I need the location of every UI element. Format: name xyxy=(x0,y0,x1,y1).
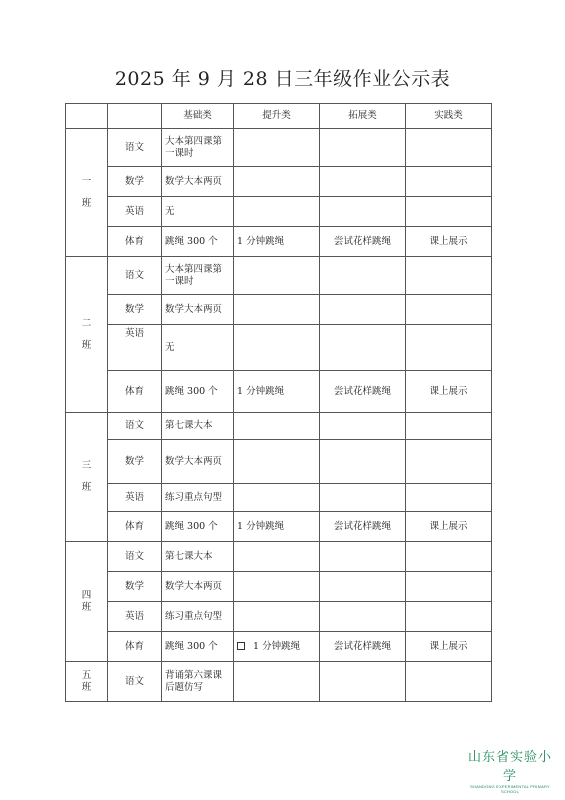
school-logo-text: 山东省实验小学 xyxy=(467,750,552,784)
prac-cell: 课上展示 xyxy=(406,632,492,662)
subject-cell: 体育 xyxy=(108,227,162,257)
school-logo-subtext: SHANDONG EXPERIMENTAL PRIMARY SCHOOL xyxy=(470,784,550,794)
subject-cell: 数学 xyxy=(108,167,162,197)
class-name-line2: 班 xyxy=(81,197,92,209)
up-cell xyxy=(234,257,320,295)
ext-cell xyxy=(320,572,406,602)
prac-cell xyxy=(406,167,492,197)
base-cell: 大本第四课第一课时 xyxy=(162,257,234,295)
subject-cell: 英语 xyxy=(108,602,162,632)
ext-cell xyxy=(320,295,406,325)
prac-cell: 课上展示 xyxy=(406,371,492,413)
subject-cell: 语文 xyxy=(108,542,162,572)
up-cell: 1 分钟跳绳 xyxy=(234,371,320,413)
base-cell: 无 xyxy=(162,325,234,371)
base-cell: 跳绳 300 个 xyxy=(162,371,234,413)
up-cell xyxy=(234,484,320,512)
header-class xyxy=(66,104,108,129)
prac-cell xyxy=(406,602,492,632)
class-name-line1: 五 xyxy=(81,669,92,681)
up-cell xyxy=(234,440,320,484)
class-name-line1: 三 xyxy=(81,460,92,471)
ext-cell xyxy=(320,325,406,371)
class-cell xyxy=(66,542,108,662)
subject-cell: 英语 xyxy=(108,325,162,371)
prac-cell xyxy=(406,484,492,512)
prac-cell xyxy=(406,662,492,702)
school-logo xyxy=(463,746,557,794)
table-row xyxy=(66,257,492,295)
prac-cell xyxy=(406,572,492,602)
base-cell: 跳绳 300 个 xyxy=(162,227,234,257)
base-cell: 数学大本两页 xyxy=(162,167,234,197)
table-row xyxy=(66,572,492,602)
base-cell: 无 xyxy=(162,197,234,227)
up-text: 1 分钟跳绳 xyxy=(253,640,301,652)
up-cell xyxy=(234,572,320,602)
ext-cell: 尝试花样跳绳 xyxy=(320,512,406,542)
prac-cell xyxy=(406,325,492,371)
table-row xyxy=(66,325,492,371)
table-row xyxy=(66,413,492,440)
base-cell: 数学大本两页 xyxy=(162,572,234,602)
prac-cell xyxy=(406,129,492,167)
subject-cell: 数学 xyxy=(108,440,162,484)
subject-cell: 数学 xyxy=(108,295,162,325)
class-name-line2: 班 xyxy=(81,339,92,351)
up-cell xyxy=(234,602,320,632)
table-row xyxy=(66,129,492,167)
class-name-line1: 四 xyxy=(81,589,92,601)
ext-cell: 尝试花样跳绳 xyxy=(320,371,406,413)
subject-cell: 语文 xyxy=(108,257,162,295)
class-cell xyxy=(66,129,108,257)
up-cell xyxy=(234,542,320,572)
subject-cell: 数学 xyxy=(108,572,162,602)
class-cell xyxy=(66,662,108,702)
table-row xyxy=(66,371,492,413)
class-cell xyxy=(66,257,108,413)
class-cell xyxy=(66,413,108,542)
up-cell xyxy=(234,167,320,197)
ext-cell xyxy=(320,542,406,572)
up-cell xyxy=(234,662,320,702)
subject-cell: 体育 xyxy=(108,371,162,413)
ext-cell xyxy=(320,167,406,197)
prac-cell xyxy=(406,197,492,227)
base-cell: 数学大本两页 xyxy=(162,440,234,484)
up-cell xyxy=(234,295,320,325)
up-cell xyxy=(234,197,320,227)
table-row xyxy=(66,484,492,512)
up-cell xyxy=(234,413,320,440)
up-cell xyxy=(234,325,320,371)
ext-cell xyxy=(320,197,406,227)
table-row xyxy=(66,227,492,257)
header-row xyxy=(66,104,492,129)
header-up: 提升类 xyxy=(234,104,320,129)
prac-cell xyxy=(406,257,492,295)
prac-cell xyxy=(406,542,492,572)
ext-cell: 尝试花样跳绳 xyxy=(320,227,406,257)
header-subject xyxy=(108,104,162,129)
prac-cell: 课上展示 xyxy=(406,512,492,542)
base-cell: 第七课大本 xyxy=(162,542,234,572)
ext-cell xyxy=(320,257,406,295)
table-row xyxy=(66,662,492,702)
subject-cell: 英语 xyxy=(108,197,162,227)
prac-cell: 课上展示 xyxy=(406,227,492,257)
table-row xyxy=(66,512,492,542)
table-row xyxy=(66,440,492,484)
subject-cell: 体育 xyxy=(108,512,162,542)
ext-cell xyxy=(320,602,406,632)
header-prac: 实践类 xyxy=(406,104,492,129)
ext-cell xyxy=(320,662,406,702)
subject-cell: 语文 xyxy=(108,413,162,440)
subject-cell: 体育 xyxy=(108,632,162,662)
class-name-line2: 班 xyxy=(81,482,92,493)
subject-cell: 语文 xyxy=(108,129,162,167)
ext-cell xyxy=(320,484,406,512)
header-base: 基础类 xyxy=(162,104,234,129)
checkbox-icon xyxy=(237,642,245,650)
base-cell: 跳绳 300 个 xyxy=(162,512,234,542)
up-cell xyxy=(234,632,320,662)
base-cell: 数学大本两页 xyxy=(162,295,234,325)
class-name-line2: 班 xyxy=(81,681,92,693)
ext-cell xyxy=(320,129,406,167)
base-cell: 大本第四课第一课时 xyxy=(162,129,234,167)
table-row xyxy=(66,632,492,662)
class-name-line2: 班 xyxy=(81,601,92,613)
table-row xyxy=(66,602,492,632)
table-row xyxy=(66,167,492,197)
ext-cell: 尝试花样跳绳 xyxy=(320,632,406,662)
table-row xyxy=(66,542,492,572)
up-cell: 1 分钟跳绳 xyxy=(234,227,320,257)
ext-cell xyxy=(320,413,406,440)
up-cell xyxy=(234,129,320,167)
page-title: 2025 年 9 月 28 日三年级作业公示表 xyxy=(114,68,451,90)
class-name-line1: 一 xyxy=(81,175,92,187)
homework-table xyxy=(65,103,492,702)
header-ext: 拓展类 xyxy=(320,104,406,129)
table-row xyxy=(66,295,492,325)
subject-cell: 语文 xyxy=(108,662,162,702)
up-cell: 1 分钟跳绳 xyxy=(234,512,320,542)
base-cell: 背诵第六课课后题仿写 xyxy=(162,662,234,702)
prac-cell xyxy=(406,295,492,325)
base-cell: 练习重点句型 xyxy=(162,484,234,512)
class-name-line1: 二 xyxy=(81,317,92,329)
base-cell: 跳绳 300 个 xyxy=(162,632,234,662)
base-cell: 第七课大本 xyxy=(162,413,234,440)
table-row xyxy=(66,197,492,227)
base-cell: 练习重点句型 xyxy=(162,602,234,632)
subject-cell: 英语 xyxy=(108,484,162,512)
prac-cell xyxy=(406,440,492,484)
prac-cell xyxy=(406,413,492,440)
ext-cell xyxy=(320,440,406,484)
